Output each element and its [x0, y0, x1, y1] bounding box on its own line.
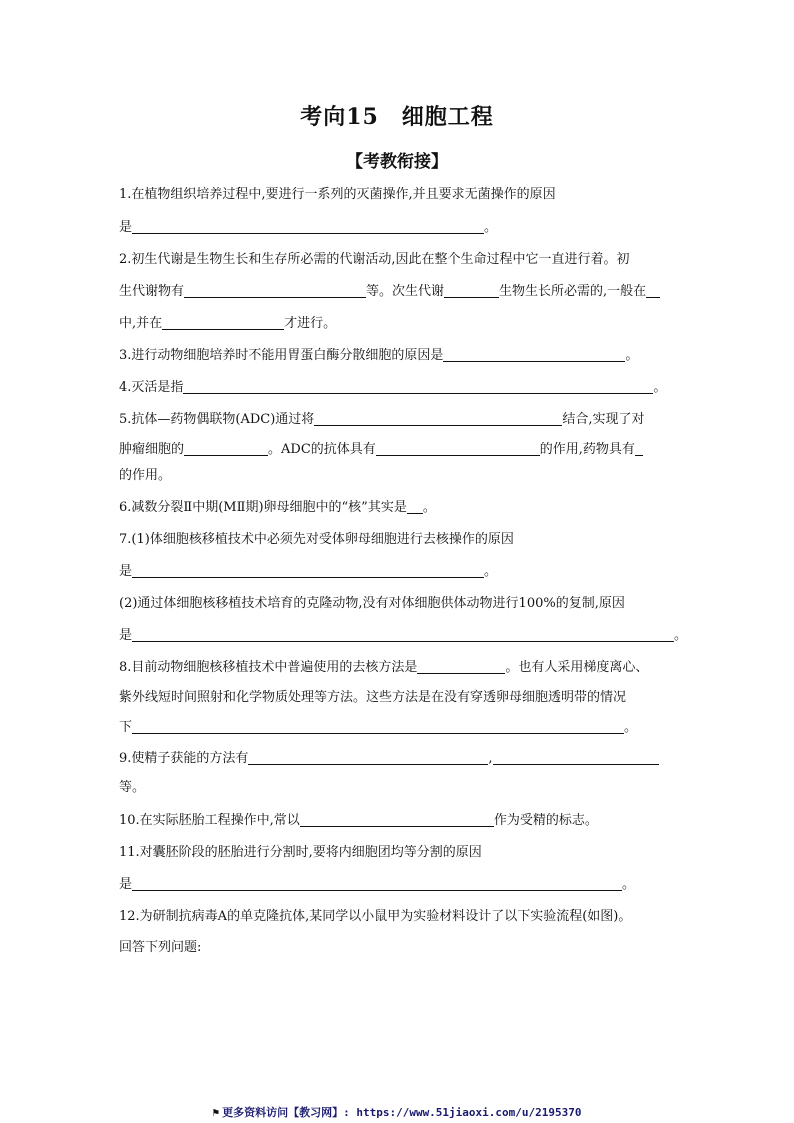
answer-blank[interactable]: [646, 283, 660, 298]
answer-prefix: 是: [119, 628, 133, 643]
question-8-line-2: [119, 689, 626, 707]
answer-blank[interactable]: [132, 219, 484, 234]
question-text: 3.进行动物细胞培养时不能用胃蛋白酶分散细胞的原因是: [119, 348, 444, 363]
question-7-answer-line-1: [119, 563, 497, 581]
question-2-line-3: [119, 315, 336, 333]
question-text: (2)通过体细胞核移植技术培育的克隆动物,没有对体细胞供体动物进行100%的复制,原因: [119, 596, 625, 611]
answer-blank[interactable]: [184, 441, 268, 456]
question-text: 12.为研制抗病毒A的单克隆抗体,某同学以小鼠甲为实验材料设计了以下实验流程(如图)。: [119, 909, 632, 924]
question-text: 。ADC的抗体具有: [268, 442, 376, 457]
question-text: 7.(1)体细胞核移植技术中必须先对受体卵母细胞进行去核操作的原因: [119, 532, 514, 547]
answer-blank[interactable]: [184, 283, 366, 298]
question-11-answer-line: [119, 876, 635, 894]
question-text: 的作用,药物具有: [539, 442, 635, 457]
question-1-answer-line: [119, 219, 497, 237]
answer-blank[interactable]: [493, 750, 659, 765]
question-9-line-2: [119, 779, 145, 797]
question-text: 11.对囊胚阶段的胚胎进行分割时,要将内细胞团均等分割的原因: [119, 845, 482, 860]
answer-blank[interactable]: [443, 347, 625, 362]
footer-link[interactable]: 更多资料访问【教习网】: https://www.51jiaoxi.com/u/2195370: [222, 1106, 582, 1119]
question-text: 中,并在: [119, 316, 163, 331]
question-text: 。也有人采用梯度离心、: [505, 660, 649, 675]
answer-suffix: 。: [484, 220, 498, 235]
answer-blank[interactable]: [183, 379, 653, 394]
answer-suffix: 。: [624, 720, 638, 735]
question-text: 等。次生代谢: [366, 284, 445, 299]
answer-blank[interactable]: [417, 659, 505, 674]
answer-suffix: 。: [653, 380, 667, 395]
question-text: 才进行。: [284, 316, 337, 331]
question-7: [119, 531, 514, 549]
question-2: [119, 251, 630, 269]
question-6: [119, 499, 436, 517]
question-text: 生物生长所必需的,一般在: [499, 284, 647, 299]
answer-blank[interactable]: [132, 719, 624, 734]
question-1: [119, 186, 556, 204]
question-5: [119, 411, 644, 429]
answer-blank[interactable]: [248, 750, 488, 765]
answer-blank[interactable]: [407, 499, 423, 514]
question-text: 作为受精的标志。: [493, 813, 598, 828]
answer-prefix: 是: [119, 564, 133, 579]
question-text: 10.在实际胚胎工程操作中,常以: [119, 813, 300, 828]
answer-blank[interactable]: [300, 812, 494, 827]
question-text: 紫外线短时间照射和化学物质处理等方法。这些方法是在没有穿透卵母细胞透明带的情况: [119, 690, 627, 705]
question-8-line-3: [119, 719, 637, 737]
question-10: [119, 812, 598, 830]
question-text: 8.目前动物细胞核移植技术中普遍使用的去核方法是: [119, 660, 418, 675]
section-heading: 【考教衔接】: [346, 152, 448, 172]
question-text: 4.灭活是指: [119, 380, 184, 395]
question-9: [119, 750, 659, 768]
question-text: 的作用。: [119, 468, 172, 483]
answer-suffix: 。: [422, 500, 436, 515]
question-8: [119, 659, 648, 677]
question-7-part-2: [119, 595, 625, 613]
question-12-line-2: [119, 939, 201, 957]
answer-suffix: 。: [674, 628, 688, 643]
question-text: 等。: [119, 780, 146, 795]
question-text: 5.抗体—药物偶联物(ADC)通过将: [119, 412, 315, 427]
question-text: 回答下列问题:: [119, 940, 202, 955]
question-12: [119, 908, 631, 926]
flag-icon: ⚑: [212, 1106, 220, 1119]
answer-blank[interactable]: [162, 315, 284, 330]
question-text: 9.使精子获能的方法有: [119, 751, 249, 766]
answer-blank[interactable]: [314, 411, 562, 426]
question-text: 2.初生代谢是生物生长和生存所必需的代谢活动,因此在整个生命过程中它一直进行着。初: [119, 252, 630, 267]
answer-blank[interactable]: [376, 441, 540, 456]
question-text: 1.在植物组织培养过程中,要进行一系列的灭菌操作,并且要求无菌操作的原因: [119, 187, 556, 202]
question-text: 肿瘤细胞的: [119, 442, 185, 457]
question-5-line-2: [119, 441, 643, 459]
answer-prefix: 下: [119, 720, 133, 735]
footer: [0, 1104, 794, 1120]
question-text: ,: [488, 751, 493, 766]
answer-blank[interactable]: [444, 283, 499, 298]
question-2-line-2: [119, 283, 660, 301]
answer-blank[interactable]: [635, 441, 643, 456]
question-text: 结合,实现了对: [562, 412, 645, 427]
question-text: 生代谢物有: [119, 284, 185, 299]
answer-suffix: 。: [625, 348, 639, 363]
answer-blank[interactable]: [132, 876, 622, 891]
question-7-answer-line-2: [119, 627, 687, 645]
answer-suffix: 。: [484, 564, 498, 579]
answer-blank[interactable]: [132, 627, 674, 642]
question-3: [119, 347, 638, 365]
question-4: [119, 379, 666, 397]
answer-blank[interactable]: [132, 563, 484, 578]
answer-prefix: 是: [119, 877, 133, 892]
question-11: [119, 844, 482, 862]
question-5-line-3: [119, 467, 171, 485]
page-title: 考向15 细胞工程: [300, 104, 494, 130]
answer-suffix: 。: [622, 877, 636, 892]
question-text: 6.减数分裂Ⅱ中期(MⅡ期)卵母细胞中的“核”其实是: [119, 500, 407, 515]
answer-prefix: 是: [119, 220, 133, 235]
